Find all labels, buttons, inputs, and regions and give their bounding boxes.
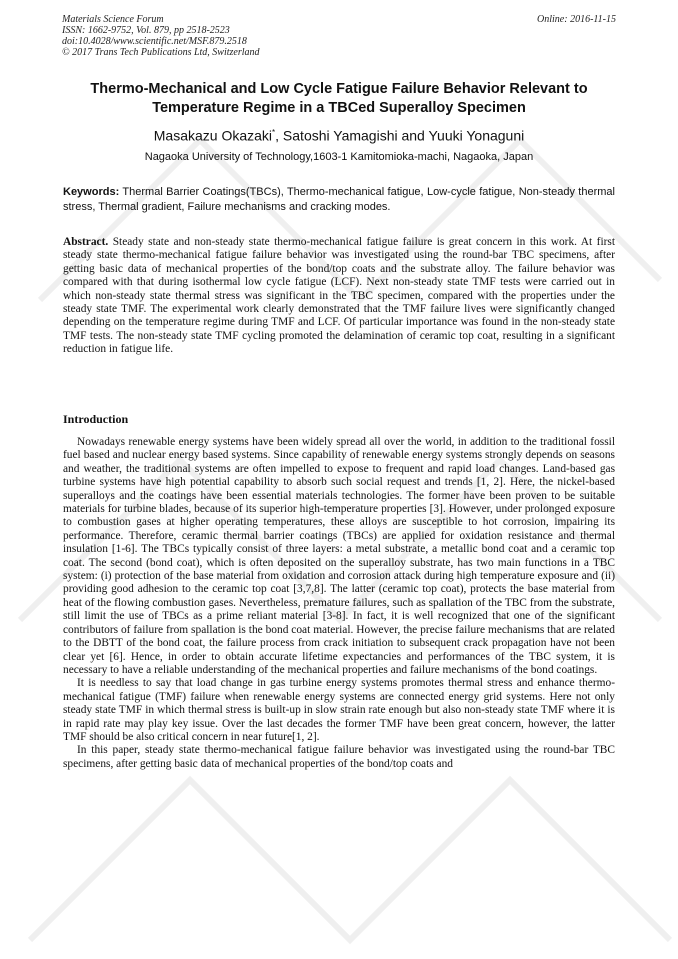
journal-name: Materials Science Forum <box>62 14 164 25</box>
journal-doi: doi:10.4028/www.scientific.net/MSF.879.2518 <box>62 36 247 47</box>
keywords-block <box>63 185 615 214</box>
introduction-body <box>63 436 615 771</box>
journal-issn: ISSN: 1662-9752, Vol. 879, pp 2518-2523 <box>62 25 230 36</box>
author-list <box>40 124 638 145</box>
online-date: Online: 2016-11-15 <box>537 14 616 25</box>
journal-copyright: © 2017 Trans Tech Publications Ltd, Switzerland <box>62 47 260 58</box>
intro-paragraph: In this paper, steady state thermo-mechanical fatigue failure behavior was investigated using the round-bar TBC specimens, after getting basic data of mechanical properties of the bond/top coats and <box>63 744 615 770</box>
keywords-label: Keywords: <box>63 186 120 198</box>
paper-title: Thermo-Mechanical and Low Cycle Fatigue Failure Behavior Relevant to Temperature Regime in a TBCed Superalloy Specimen <box>90 81 588 116</box>
keywords-text: Thermal Barrier Coatings(TBCs), Thermo-mechanical fatigue, Low-cycle fatigue, Non-steady thermal stress, Thermal gradient, Failure mechanisms and cracking modes. <box>63 186 615 213</box>
co-authors: , Satoshi Yamagishi and Yuuki Yonaguni <box>275 127 525 144</box>
abstract-block <box>63 236 615 357</box>
abstract-label: Abstract. <box>63 236 109 248</box>
corresponding-author: Masakazu Okazaki <box>153 127 273 144</box>
intro-paragraph: It is needless to say that load change in gas turbine energy systems promotes thermal stress and enhance thermo-mechanical fatigue (TMF) failure when renewable energy systems are connected energy grid systems. Here not only steady state TMF in which thermal stress is built-up in slow strain rate enough but also non-steady state TMF where it is in rapid rate may play key issue. Over the last decades the former TMF have been great concern, however, the latter TMF should be also critical concern in near future[1, 2]. <box>63 677 615 743</box>
abstract-text: Steady state and non-steady state thermo-mechanical fatigue failure is great concern in this work. At first steady state thermo-mechanical fatigue failure behavior was investigated using the round-bar TBC specimens, after getting basic data of mechanical properties of the bond/top coats and the substrate alloy. The failure behavior was compared with that during isothermal low cycle fatigue (LCF). Next non-steady state TMF tests were carried out in which non-steady state thermal stress was significant in the TBC specimen, compared with the properties under the steady state TMF. The experimental work clearly demonstrated that the TMF failure lives were significantly changed depending on the temperature regime during TMF and LCF. Of particular importance was found in the non-steady state TMF tests. The non-steady state TMF cycling promoted the delamination of ceramic top coat, resulting in a significant reduction in fatigue life. <box>63 236 615 356</box>
journal-header <box>62 14 616 58</box>
intro-paragraph: Nowadays renewable energy systems have been widely spread all over the world, in addition to the traditional fossil fuel based and nuclear energy based systems. Since capability of renewable energy systems strongly depends on seasons and weather, the traditional systems are often impelled to expose to frequent and rapid load changes. Land-based gas turbine systems have high potential capability to absorb such social request and trends [1, 2]. Here, the nickel-based superalloys and the coatings have been essential materials technologies. The former have been proven to be suitable materials for turbine blades, because of its superior high-temperature properties [3]. However, under prolonged exposure to combustion gases at higher operating temperatures, these alloys are susceptible to hot corrosion, impairing its performance. Therefore, ceramic thermal barrier coatings (TBCs) are applied for oxidation resistance and thermal insulation [1-6]. The TBCs typically consist of three layers: a metal substrate, a metallic bond coat and a ceramic top coat. The second (bond coat), which is often deposited on the superalloy substrate, has two main functions in a TBC system: (i) protection of the base material from oxidation and corrosion attack during high temperature exposure and (ii) providing good adhesion to the ceramic top coat [3,7,8]. The latter (ceramic top coat), protects the base material from heat of the flowing combustion gases. Nevertheless, premature failures, such as spallation of the TBC from the substrate, still limit the use of TBCs as a prime reliant material [3-8]. In fact, it is well recognized that one of the significant contributors of failure from spallation is the bond coat material. However, the precise failure mechanisms that are related to the DBTT of the bond coat, the failure process from crack initiation to subsequent crack propagation have not been clear yet [6]. Hence, in order to obtain accurate lifetime expectancies and performances of the TBC system, it is necessary to have a reliable understanding of the mechanical properties and failure mechanisms of the bond coatings. <box>63 436 615 676</box>
corresponding-mark: * <box>272 128 276 137</box>
affiliation: Nagaoka University of Technology,1603-1 Kamitomioka-machi, Nagaoka, Japan <box>144 151 534 163</box>
section-heading-introduction: Introduction <box>63 412 129 426</box>
